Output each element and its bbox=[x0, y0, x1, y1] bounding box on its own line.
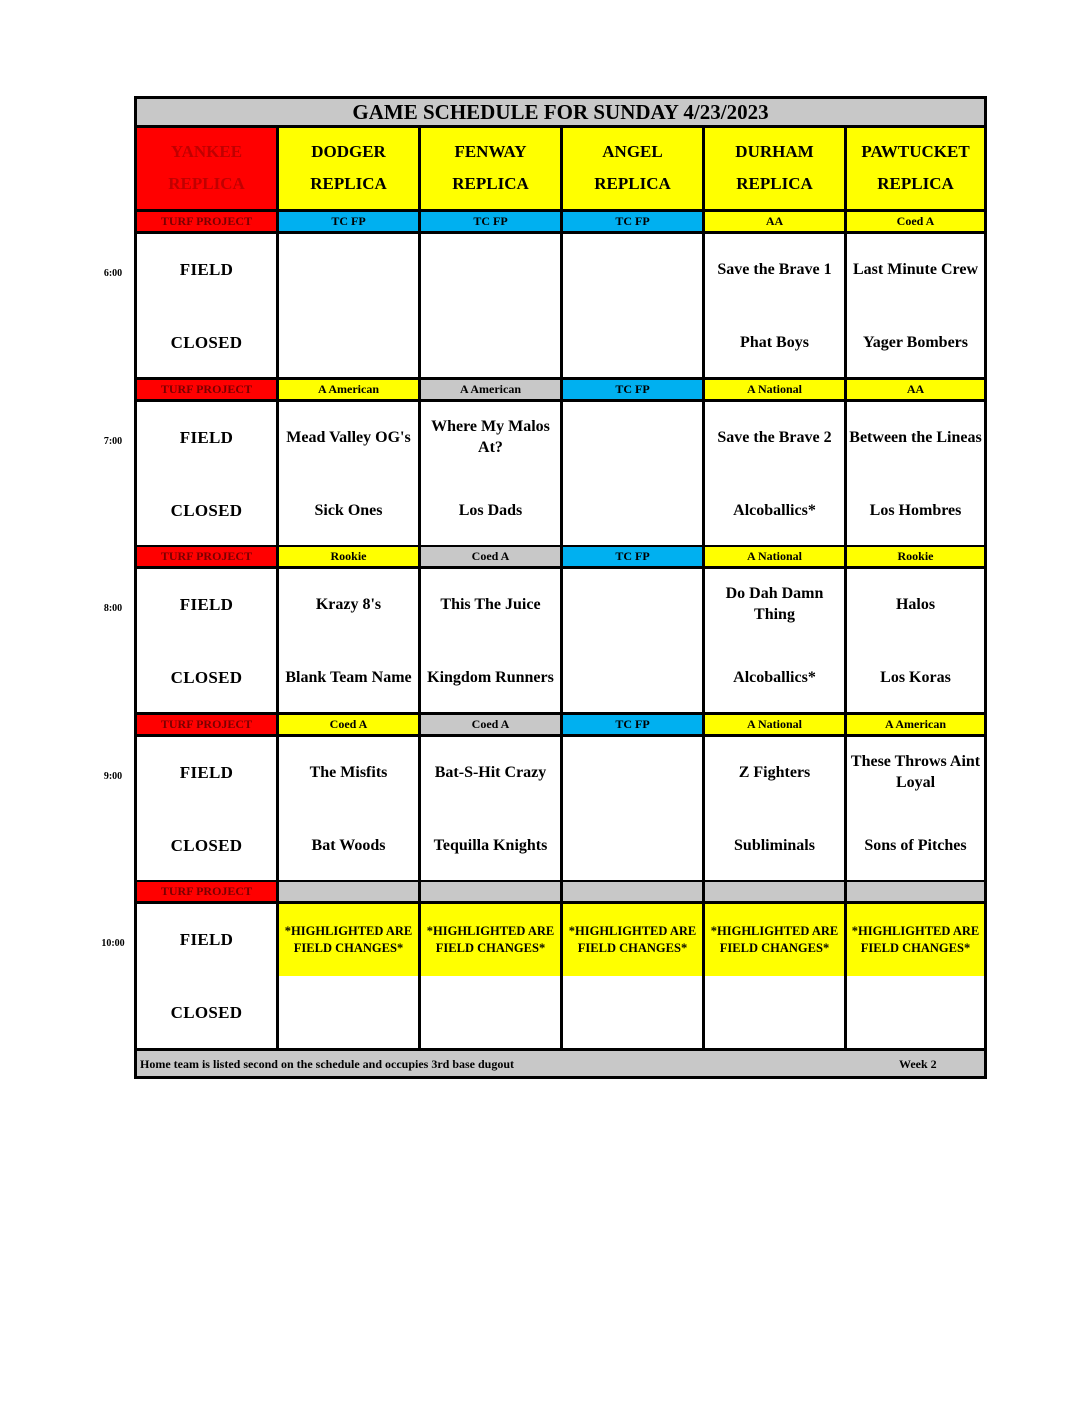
division-label bbox=[563, 882, 705, 904]
away-team: Between the Lineas bbox=[849, 428, 982, 446]
division-label: AA bbox=[847, 380, 984, 402]
home-team: Alcoballics* bbox=[733, 668, 816, 686]
home-team: Alcoballics* bbox=[733, 501, 816, 519]
field-subtitle: REPLICA bbox=[168, 174, 245, 193]
game-cell bbox=[421, 234, 563, 380]
home-team: Los Dads bbox=[458, 501, 523, 519]
field-header-durham bbox=[705, 128, 847, 212]
time-slot-label: 10:00 bbox=[101, 938, 125, 949]
game-cell bbox=[847, 569, 984, 715]
away-team bbox=[565, 415, 700, 459]
home-team: Tequilla Knights bbox=[433, 836, 548, 854]
home-team-note: Home team is listed second on the schedule and occupies 3rd base dugout bbox=[140, 1057, 515, 1071]
field-status: FIELD bbox=[179, 259, 234, 279]
field-subtitle: REPLICA bbox=[452, 174, 529, 193]
game-cell bbox=[705, 234, 847, 380]
division-label: TURF PROJECT bbox=[137, 715, 279, 737]
division-label bbox=[705, 882, 847, 904]
schedule-table bbox=[134, 96, 987, 1079]
field-changes-note: *HIGHLIGHTED ARE FIELD CHANGES* bbox=[279, 904, 418, 976]
home-team bbox=[565, 488, 700, 532]
field-header-yankee bbox=[137, 128, 279, 212]
field-status: FIELD bbox=[179, 427, 234, 447]
away-team bbox=[281, 247, 416, 291]
home-team: Phat Boys bbox=[740, 333, 809, 351]
field-subtitle: REPLICA bbox=[594, 174, 671, 193]
game-cell bbox=[563, 569, 705, 715]
time-slot-label: 8:00 bbox=[103, 603, 123, 614]
field-header-dodger bbox=[279, 128, 421, 212]
field-header-pawtucket bbox=[847, 128, 984, 212]
field-status-cell bbox=[137, 569, 279, 715]
field-name: DODGER bbox=[311, 142, 386, 161]
game-cell bbox=[847, 402, 984, 548]
home-team bbox=[423, 990, 558, 1034]
home-team bbox=[707, 990, 842, 1034]
home-team bbox=[281, 320, 416, 364]
away-team: Where My Malos At? bbox=[431, 418, 550, 456]
away-team: Krazy 8's bbox=[315, 595, 382, 613]
game-cell bbox=[563, 402, 705, 548]
field-name: ANGEL bbox=[602, 142, 663, 161]
closed-status: CLOSED bbox=[170, 667, 243, 687]
division-label: TC FP bbox=[563, 380, 705, 402]
time-slot-label: 6:00 bbox=[103, 268, 123, 279]
game-cell bbox=[279, 904, 421, 1051]
division-label: A American bbox=[421, 380, 563, 402]
away-team bbox=[423, 247, 558, 291]
division-label: TC FP bbox=[563, 547, 705, 569]
time-slot-label: 9:00 bbox=[103, 771, 123, 782]
game-cell bbox=[279, 234, 421, 380]
home-team bbox=[565, 990, 700, 1034]
schedule-footer bbox=[137, 1051, 984, 1076]
week-label: Week 2 bbox=[899, 1057, 937, 1071]
game-cell bbox=[563, 904, 705, 1051]
division-label: Rookie bbox=[847, 547, 984, 569]
field-subtitle: REPLICA bbox=[736, 174, 813, 193]
away-team: Save the Brave 1 bbox=[717, 260, 832, 278]
game-cell bbox=[705, 737, 847, 883]
division-label: A American bbox=[279, 380, 421, 402]
home-team bbox=[423, 320, 558, 364]
division-label: TC FP bbox=[279, 212, 421, 234]
division-label: TC FP bbox=[563, 715, 705, 737]
field-name: YANKEE bbox=[170, 142, 243, 161]
field-name: PAWTUCKET bbox=[861, 142, 970, 161]
division-label: Coed A bbox=[421, 715, 563, 737]
away-team: Halos bbox=[895, 595, 936, 613]
division-label: AA bbox=[705, 212, 847, 234]
home-team bbox=[849, 990, 982, 1034]
home-team: Los Koras bbox=[880, 668, 951, 686]
game-cell bbox=[847, 904, 984, 1051]
closed-status: CLOSED bbox=[170, 1002, 243, 1022]
away-team bbox=[423, 917, 558, 961]
home-team: Los Hombres bbox=[869, 501, 962, 519]
away-team: The Misfits bbox=[309, 763, 388, 781]
field-status: FIELD bbox=[179, 929, 234, 949]
away-team: These Throws Aint Loyal bbox=[850, 753, 981, 791]
home-team bbox=[565, 320, 700, 364]
division-label: A National bbox=[705, 380, 847, 402]
division-label: Coed A bbox=[847, 212, 984, 234]
division-label: TURF PROJECT bbox=[137, 380, 279, 402]
division-label: Coed A bbox=[279, 715, 421, 737]
division-label: Rookie bbox=[279, 547, 421, 569]
home-team: Bat Woods bbox=[311, 836, 386, 854]
field-subtitle: REPLICA bbox=[310, 174, 387, 193]
away-team: Bat-S-Hit Crazy bbox=[434, 763, 547, 781]
field-changes-note: *HIGHLIGHTED ARE FIELD CHANGES* bbox=[421, 904, 560, 976]
division-label: TC FP bbox=[563, 212, 705, 234]
game-cell bbox=[563, 234, 705, 380]
away-team bbox=[707, 917, 842, 961]
away-team: Do Dah Damn Thing bbox=[725, 585, 824, 623]
home-team: Sons of Pitches bbox=[864, 836, 967, 854]
field-status-cell bbox=[137, 234, 279, 380]
field-status-cell bbox=[137, 737, 279, 883]
game-cell bbox=[847, 234, 984, 380]
away-team: Z Fighters bbox=[738, 763, 811, 781]
closed-status: CLOSED bbox=[170, 332, 243, 352]
home-team bbox=[565, 655, 700, 699]
home-team: Blank Team Name bbox=[285, 668, 412, 686]
field-name: DURHAM bbox=[735, 142, 814, 161]
division-label: TURF PROJECT bbox=[137, 882, 279, 904]
field-changes-note: *HIGHLIGHTED ARE FIELD CHANGES* bbox=[705, 904, 844, 976]
division-label: TURF PROJECT bbox=[137, 212, 279, 234]
away-team bbox=[849, 917, 982, 961]
game-cell bbox=[563, 737, 705, 883]
game-cell bbox=[705, 569, 847, 715]
home-team: Sick Ones bbox=[314, 501, 383, 519]
away-team bbox=[565, 917, 700, 961]
game-cell bbox=[279, 737, 421, 883]
closed-status: CLOSED bbox=[170, 835, 243, 855]
away-team bbox=[565, 750, 700, 794]
field-header-angel bbox=[563, 128, 705, 212]
division-label: A National bbox=[705, 715, 847, 737]
game-cell bbox=[279, 402, 421, 548]
game-cell bbox=[705, 904, 847, 1051]
game-cell bbox=[421, 737, 563, 883]
home-team bbox=[281, 990, 416, 1034]
time-slot-label: 7:00 bbox=[103, 436, 123, 447]
division-label: A National bbox=[705, 547, 847, 569]
field-changes-note: *HIGHLIGHTED ARE FIELD CHANGES* bbox=[847, 904, 984, 976]
field-status-cell bbox=[137, 402, 279, 548]
away-team: This The Juice bbox=[440, 595, 541, 613]
home-team bbox=[565, 823, 700, 867]
away-team: Last Minute Crew bbox=[852, 260, 979, 278]
game-cell bbox=[421, 904, 563, 1051]
home-team: Yager Bombers bbox=[862, 333, 969, 351]
away-team bbox=[565, 582, 700, 626]
field-status-cell bbox=[137, 904, 279, 1051]
game-cell bbox=[847, 737, 984, 883]
field-name: FENWAY bbox=[454, 142, 527, 161]
field-changes-note: *HIGHLIGHTED ARE FIELD CHANGES* bbox=[563, 904, 702, 976]
away-team: Mead Valley OG's bbox=[286, 428, 411, 446]
game-cell bbox=[705, 402, 847, 548]
game-cell bbox=[279, 569, 421, 715]
away-team: Save the Brave 2 bbox=[717, 428, 832, 446]
division-label: A American bbox=[847, 715, 984, 737]
away-team bbox=[281, 917, 416, 961]
division-label: Coed A bbox=[421, 547, 563, 569]
home-team: Kingdom Runners bbox=[427, 668, 554, 686]
field-status: FIELD bbox=[179, 594, 234, 614]
division-label: TURF PROJECT bbox=[137, 547, 279, 569]
division-label: TC FP bbox=[421, 212, 563, 234]
division-label bbox=[421, 882, 563, 904]
division-label bbox=[847, 882, 984, 904]
away-team bbox=[565, 247, 700, 291]
schedule-title: GAME SCHEDULE FOR SUNDAY 4/23/2023 bbox=[137, 99, 984, 128]
home-team: Subliminals bbox=[734, 836, 815, 854]
field-subtitle: REPLICA bbox=[877, 174, 954, 193]
closed-status: CLOSED bbox=[170, 500, 243, 520]
game-cell bbox=[421, 402, 563, 548]
field-header-fenway bbox=[421, 128, 563, 212]
game-cell bbox=[421, 569, 563, 715]
division-label bbox=[279, 882, 421, 904]
field-status: FIELD bbox=[179, 762, 234, 782]
